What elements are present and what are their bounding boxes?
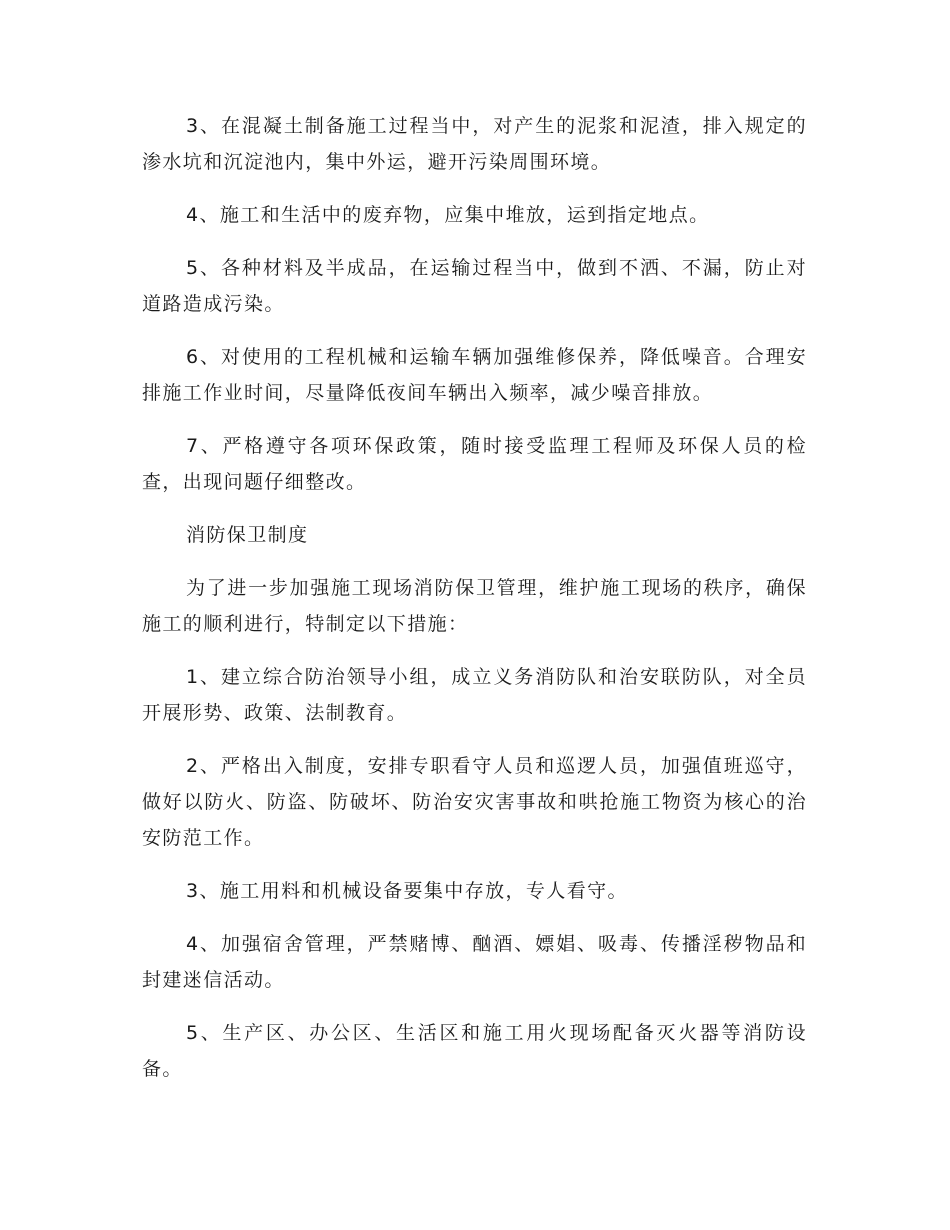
measure-2: 2、严格出入制度，安排专职看守人员和巡逻人员，加强值班巡守，做好以防火、防盗、防破坏、防治安灾害事故和哄抢施工物资为核心的治安防范工作。: [142, 755, 807, 849]
paragraph-env-6: 6、对使用的工程机械和运输车辆加强维修保养，降低噪音。合理安排施工作业时间，尽量降低夜间车辆出入频率，减少噪音排放。: [142, 346, 807, 404]
measure-1: 1、建立综合防治领导小组，成立义务消防队和治安联防队，对全员开展形势、政策、法制教育。: [142, 666, 807, 724]
measure-4: 4、加强宿舍管理，严禁赌博、酗酒、嫖娼、吸毒、传播淫秽物品和封建迷信活动。: [142, 933, 807, 991]
measure-3: 3、施工用料和机械设备要集中存放，专人看守。: [186, 880, 628, 902]
paragraph-env-3: 3、在混凝土制备施工过程当中，对产生的泥浆和泥渣，排入规定的渗水坑和沉淀池内，集中外运，避开污染周围环境。: [142, 115, 807, 173]
paragraph-env-5: 5、各种材料及半成品，在运输过程当中，做到不洒、不漏，防止对道路造成污染。: [142, 257, 807, 315]
paragraph-env-7: 7、严格遵守各项环保政策，随时接受监理工程师及环保人员的检查，出现问题仔细整改。: [142, 435, 807, 493]
section-title: 消防保卫制度: [186, 524, 309, 546]
measure-5: 5、生产区、办公区、生活区和施工用火现场配备灭火器等消防设备。: [142, 1022, 807, 1080]
paragraph-env-4: 4、施工和生活中的废弃物，应集中堆放，运到指定地点。: [186, 204, 710, 226]
document-body: [142, 108, 807, 1104]
intro-paragraph: 为了进一步加强施工现场消防保卫管理，维护施工现场的秩序，确保施工的顺利进行，特制定以下措施：: [142, 577, 807, 635]
